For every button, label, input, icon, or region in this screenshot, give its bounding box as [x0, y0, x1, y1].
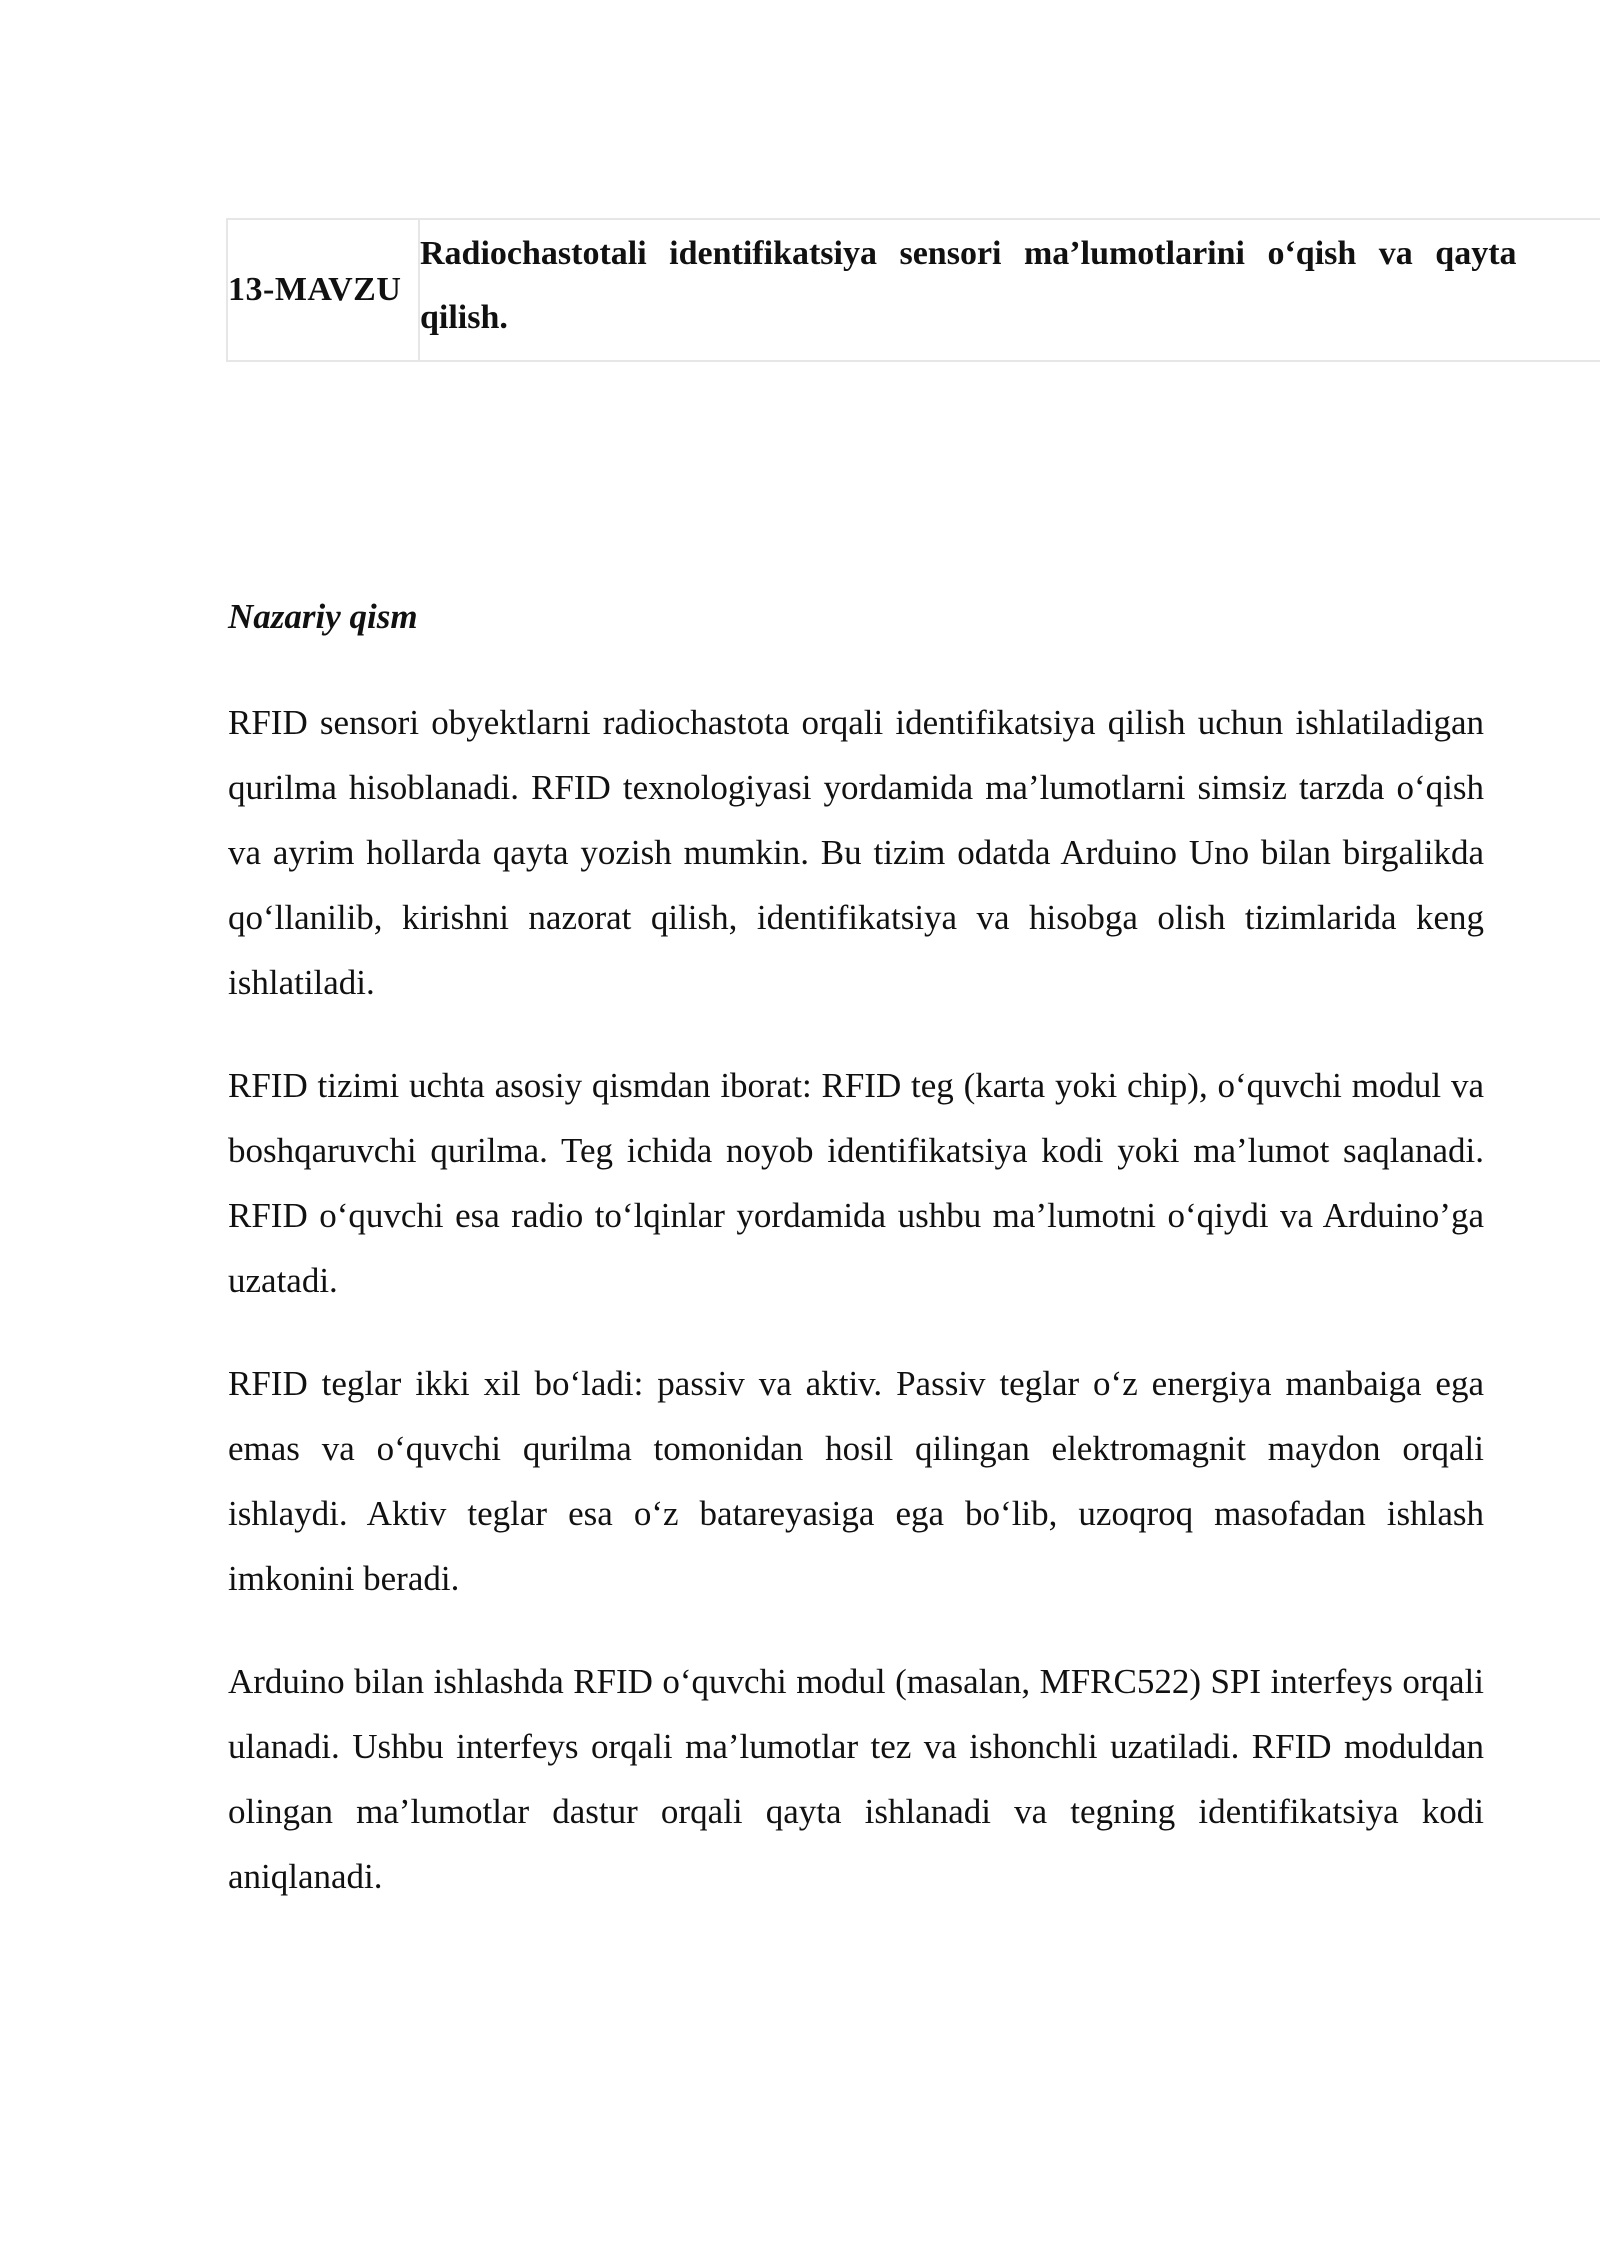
paragraph: Arduino bilan ishlashda RFID o‘quvchi modul (masalan, MFRC522) SPI interfeys orqali ulanadi. Ushbu interfeys orqali ma’lumotlar tez va ishonchli uzatiladi. RFID moduldan olingan ma’lumotlar dastur orqali qayta ishlanadi va tegning identifikatsiya kodi aniqlanadi.	[228, 1662, 1484, 1896]
paragraph: RFID tizimi uchta asosiy qismdan iborat: RFID teg (karta yoki chip), o‘quvchi modul va boshqaruvchi qurilma. Teg ichida noyob identifikatsiya kodi yoki ma’lumot saqlanadi. RFID o‘quvchi esa radio to‘lqinlar yordamida ushbu ma’lumotni o‘qiydi va Arduino’ga uzatadi.	[228, 1066, 1484, 1300]
topic-title-line-1: Radiochastotali identifikatsiya sensori ma’lumotlarini o‘qish va qayta	[420, 235, 1517, 272]
section-heading: Nazariy qism	[228, 597, 418, 636]
paragraph: RFID teglar ikki xil bo‘ladi: passiv va aktiv. Passiv teglar o‘z energiya manbaiga ega emas va o‘quvchi qurilma tomonidan hosil qilingan elektromagnit maydon orqali ishlaydi. Aktiv teglar esa o‘z batareyasiga ega bo‘lib, uzoqroq masofadan ishlash imkonini beradi.	[228, 1364, 1484, 1598]
topic-header-table	[226, 218, 1600, 362]
topic-title-line-2: qilish.	[420, 299, 508, 336]
paragraph: RFID sensori obyektlarni radiochastota orqali identifikatsiya qilish uchun ishlatiladigan qurilma hisoblanadi. RFID texnologiyasi yordamida ma’lumotlarni simsiz tarzda o‘qish va ayrim hollarda qayta yozish mumkin. Bu tizim odatda Arduino Uno bilan birgalikda qo‘llanilib, kirishni nazorat qilish, identifikatsiya va hisobga olish tizimlarida keng ishlatiladi.	[228, 703, 1484, 1002]
body-text	[228, 690, 1484, 1947]
topic-number: 13-MAVZU	[228, 220, 420, 360]
topic-title	[420, 220, 1600, 360]
